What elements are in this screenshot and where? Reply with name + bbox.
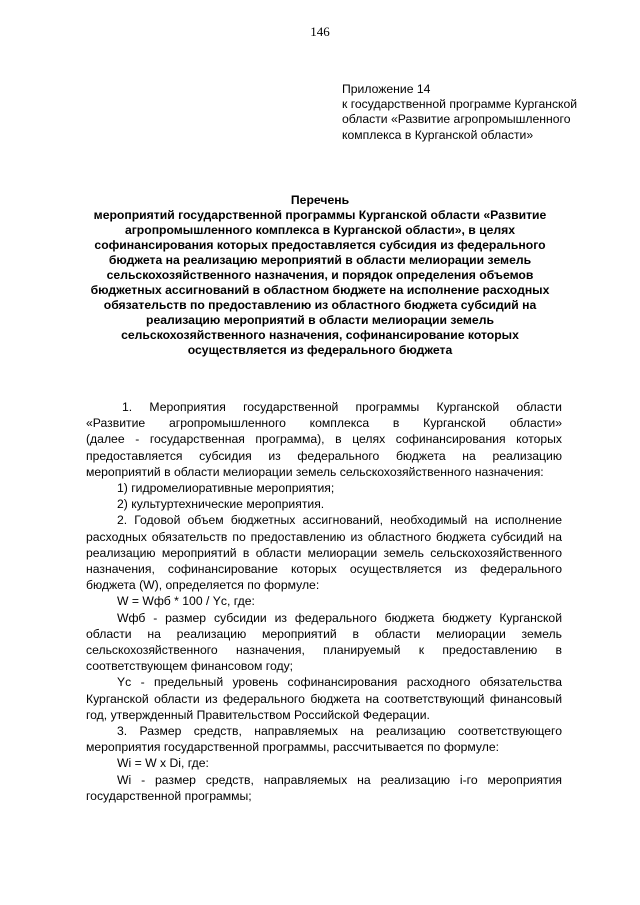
body-line: «Развитие агропромышленного комплекса в Курганской области» — [86, 416, 562, 431]
appendix-line: комплекса в Курганской области» — [342, 127, 534, 142]
title-line: сельскохозяйственного назначения, и порядок определения объемов — [106, 268, 534, 282]
body-line: мероприятий в области мелиорации земель сельскохозяйственного назначения: — [86, 464, 544, 479]
body-line: соответствующем финансовом году; — [86, 659, 294, 674]
appendix-line: области «Развитие агропромышленного — [342, 112, 571, 127]
body-line: государственной программы; — [86, 788, 252, 803]
body-line: Wi = W x Di, где: — [117, 756, 209, 771]
body-line: сельскохозяйственного назначения, планируемый к предоставлению в — [86, 643, 562, 658]
document-body — [86, 399, 562, 804]
page-number: 146 — [310, 24, 330, 39]
body-line: год, утвержденный Правительством Российской Федерации. — [86, 707, 430, 722]
title-line: агропромышленного комплекса в Курганской области», в целях — [124, 223, 516, 237]
body-line: 2) культуртехнические мероприятия. — [117, 497, 325, 512]
body-line: 2. Годовой объем бюджетных ассигнований, необходимый на исполнение — [117, 513, 562, 528]
title-line: реализацию мероприятий в области мелиорации земель — [146, 313, 494, 327]
body-line: 3. Размер средств, направляемых на реализацию соответствующего — [117, 724, 562, 739]
title-line: бюджета на реализацию мероприятий в области мелиорации земель — [108, 253, 532, 267]
body-line: расходных обязательств по предоставлению из областного бюджета субсидий на — [86, 529, 562, 544]
body-line: Wфб - размер субсидии из федерального бюджета бюджету Курганской — [117, 610, 562, 625]
body-line: области на реализацию мероприятий в области мелиорации земель — [86, 626, 562, 641]
body-line: назначения, софинансирование которых осуществляется из федерального — [86, 562, 562, 577]
body-line: Курганской области из федерального бюджета на соответствующий финансовый — [86, 691, 562, 706]
title-line: мероприятий государственной программы Курганской области «Развитие — [93, 208, 547, 222]
body-line: реализацию мероприятий в области мелиорации земель сельскохозяйственного — [86, 545, 562, 560]
title-line: бюджетных ассигнований в областном бюджете на исполнение расходных — [90, 283, 550, 297]
body-line: 1) гидромелиоративные мероприятия; — [117, 481, 335, 496]
body-line: 1. Мероприятия государственной программы Курганской области — [122, 400, 562, 414]
title-line: Перечень — [290, 193, 350, 207]
body-line: Yc - предельный уровень софинансирования расходного обязательства — [117, 675, 562, 690]
body-line: бюджета (W), определяется по формуле: — [86, 578, 320, 593]
appendix-header — [342, 82, 632, 143]
appendix-line: Приложение 14 — [342, 82, 431, 96]
body-line: мероприятия государственной программы, рассчитывается по формуле: — [86, 740, 500, 755]
title-line: софинансирования которых предоставляется субсидия из федерального — [94, 238, 546, 252]
title-line: сельскохозяйственного назначения, софинансирование которых — [121, 328, 519, 342]
body-line: W = Wфб * 100 / Yc, где: — [117, 594, 255, 609]
title-line: осуществляется из федерального бюджета — [187, 343, 453, 357]
body-line: (далее - государственная программа), в целях софинансирования которых — [86, 432, 562, 447]
body-line: предоставляется субсидия из федерального бюджета на реализацию — [86, 448, 562, 463]
title-line: обязательств по предоставлению из областного бюджета субсидий на — [103, 298, 537, 312]
appendix-line: к государственной программе Курганской — [342, 97, 578, 112]
document-title — [82, 193, 558, 358]
body-line: Wi - размер средств, направляемых на реализацию i-го мероприятия — [117, 772, 562, 787]
